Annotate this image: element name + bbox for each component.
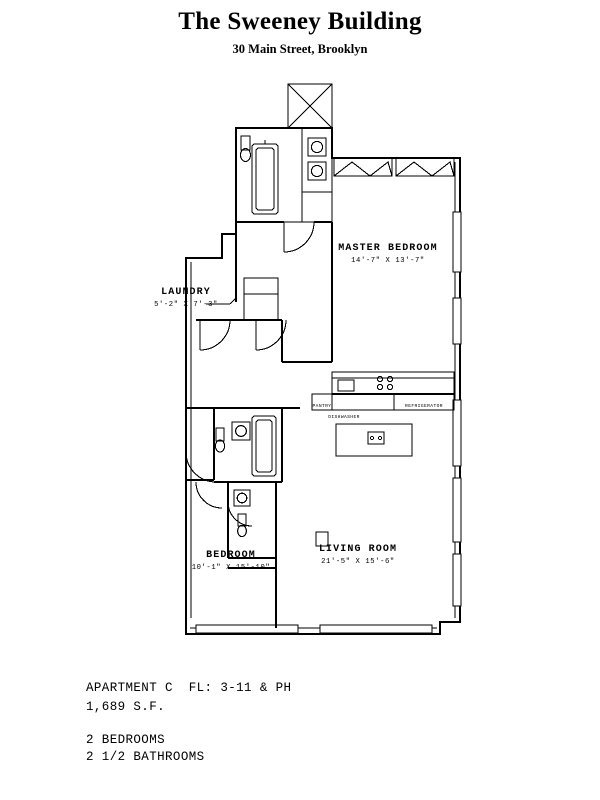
appliance-label-refrigerator: REFRIGERATOR xyxy=(405,404,443,409)
room-label-master-bedroom: MASTER BEDROOM xyxy=(338,243,438,254)
room-dim-bedroom: 10'-1" X 15'-10" xyxy=(191,564,271,572)
apartment-line: APARTMENT C FL: 3-11 & PH xyxy=(86,681,292,695)
floorplan-drawing xyxy=(0,62,600,662)
spacer xyxy=(86,720,291,734)
square-feet: 1,689 S.F. xyxy=(86,700,166,715)
appliance-label-pantry: PANTRY xyxy=(312,404,332,409)
bathrooms-count: 2 1/2 BATHROOMS xyxy=(86,750,205,765)
room-dim-master-bedroom: 14'-7" X 13'-7" xyxy=(351,257,425,265)
page-header xyxy=(0,0,600,57)
room-dim-living-room: 21'-5" X 15'-6" xyxy=(321,558,395,566)
appliance-label-dishwasher: DISHWASHER xyxy=(328,415,360,420)
bedrooms-count: 2 BEDROOMS xyxy=(86,733,166,748)
building-address: 30 Main Street, Brooklyn xyxy=(232,41,368,56)
floorplan-svg xyxy=(0,62,600,662)
room-label-laundry: LAUNDRY xyxy=(161,287,211,298)
room-dim-laundry: 5'-2" X 7'-3" xyxy=(154,301,218,309)
apartment-info xyxy=(86,682,291,769)
page-title: The Sweeney Building xyxy=(178,8,422,35)
room-label-living-room: LIVING ROOM xyxy=(318,544,398,555)
room-label-bedroom: BEDROOM xyxy=(206,550,256,561)
